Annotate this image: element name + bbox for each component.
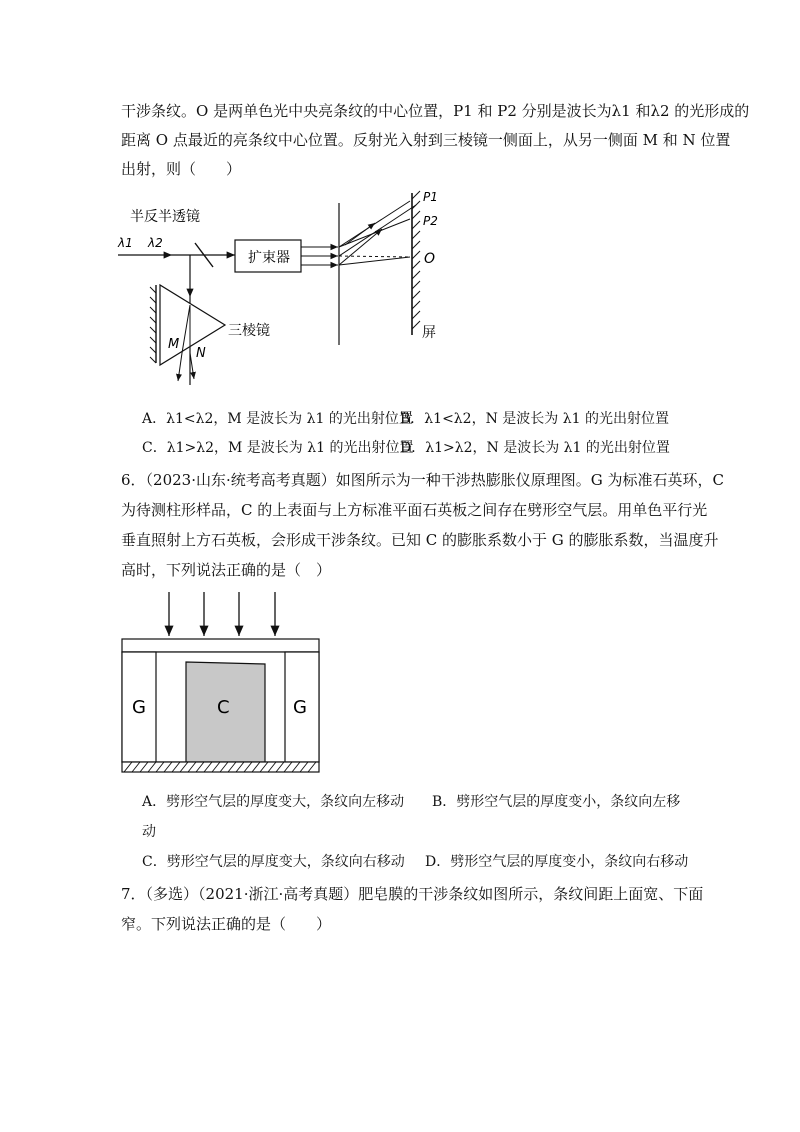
- q6-option-c[interactable]: C．劈形空气层的厚度变大，条纹向右移动: [142, 854, 405, 870]
- p2-label: P2: [423, 214, 438, 228]
- q6-option-b[interactable]: B．劈形空气层的厚度变小，条纹向左移: [432, 794, 681, 810]
- g-left-label: G: [132, 697, 146, 718]
- o-label: O: [424, 251, 436, 267]
- q5-intro-line-1: 干涉条纹。O 是两单色光中央亮条纹的中心位置，P1 和 P2 分别是波长为λ1 和λ2 的光形成的: [121, 102, 750, 120]
- q6-line-2: 为待测柱形样品，C 的上表面与上方标准平面石英板之间存在劈形空气层。用单色平行光: [121, 501, 708, 519]
- q6-line-1: 6．（2023·山东·统考高考真题）如图所示为一种干涉热膨胀仪原理图。G 为标准石英环，C: [121, 471, 724, 489]
- p1-label: P1: [423, 190, 438, 204]
- n-label: N: [196, 346, 206, 361]
- q6-option-b-continuation: 动: [142, 824, 156, 840]
- q6-option-d[interactable]: D．劈形空气层的厚度变小，条纹向右移动: [425, 854, 689, 870]
- m-label: M: [168, 337, 180, 352]
- q5-option-d[interactable]: D．λ1>λ2，N 是波长为 λ1 的光出射位置: [400, 440, 670, 456]
- q5-option-c[interactable]: C．λ1>λ2，M 是波长为 λ1 的光出射位置: [142, 440, 414, 456]
- q6-option-a[interactable]: A．劈形空气层的厚度变大，条纹向左移动: [142, 794, 405, 810]
- q7-line-2: 窄。下列说法正确的是（ ）: [121, 915, 332, 933]
- q5-intro-line-2: 距离 O 点最近的亮条纹中心位置。反射光入射到三棱镜一侧面上，从另一侧面 M 和 N 位置: [121, 131, 731, 149]
- half-mirror-label: 半反半透镜: [130, 209, 200, 225]
- q5-option-b[interactable]: B．λ1<λ2，N 是波长为 λ1 的光出射位置: [400, 411, 669, 427]
- q5-intro-line-3: 出射，则（ ）: [121, 160, 242, 178]
- q5-figure: [110, 185, 450, 395]
- screen-label: 屏: [422, 325, 436, 341]
- q5-option-a[interactable]: A．λ1<λ2，M 是波长为 λ1 的光出射位置: [142, 411, 413, 427]
- q6-line-3: 垂直照射上方石英板，会形成干涉条纹。已知 C 的膨胀系数小于 G 的膨胀系数，当温度升: [121, 531, 719, 549]
- q6-figure: [118, 588, 323, 778]
- lambda1-label: λ1: [118, 236, 133, 250]
- prism-label: 三棱镜: [228, 323, 270, 339]
- lambda2-label: λ2: [148, 236, 163, 250]
- c-label: C: [217, 697, 230, 718]
- g-right-label: G: [293, 697, 307, 718]
- q7-line-1: 7．（多选）（2021·浙江·高考真题）肥皂膜的干涉条纹如图所示，条纹间距上面宽、下面: [121, 885, 704, 903]
- expander-label: 扩束器: [248, 250, 290, 266]
- q6-line-4: 高时，下列说法正确的是（ ）: [121, 561, 332, 579]
